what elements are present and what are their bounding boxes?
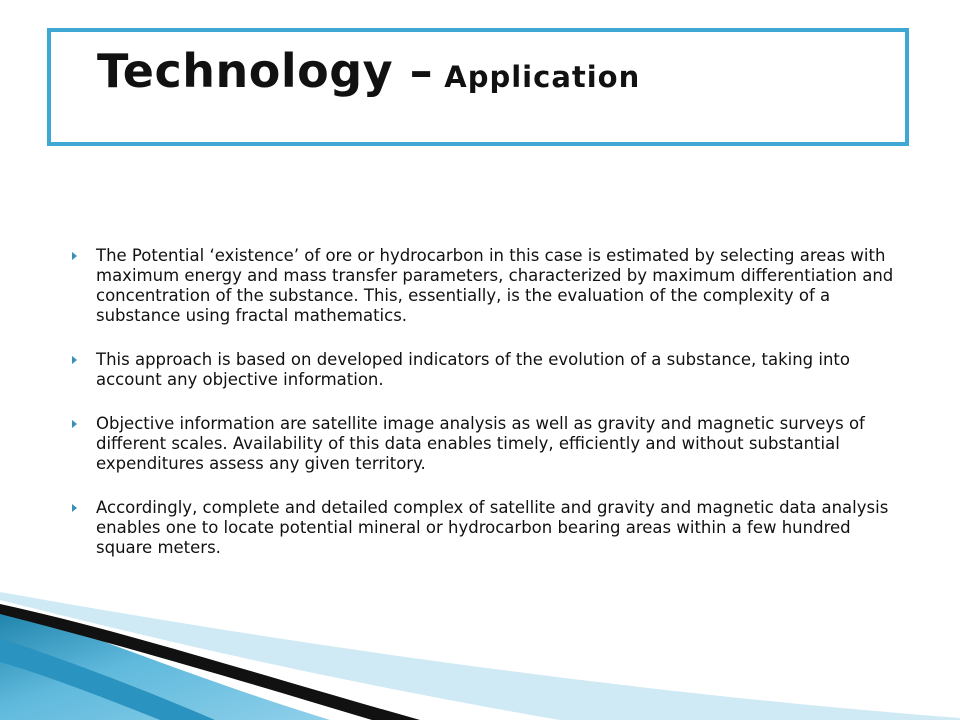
triangle-right-icon (72, 252, 77, 260)
bullet-list (72, 246, 912, 582)
title-main: Technology – (97, 44, 434, 98)
bullet-item (72, 246, 912, 326)
triangle-right-icon (72, 420, 77, 428)
bullet-item (72, 498, 912, 558)
decorative-wave (0, 580, 960, 720)
bullet-text: Accordingly, complete and detailed complex of satellite and gravity and magnetic data analysis enables one to locate potential mineral or hydrocarbon bearing areas within a few hundred square meters. (96, 498, 889, 557)
triangle-right-icon (72, 504, 77, 512)
title-sub: Application (444, 60, 641, 94)
triangle-right-icon (72, 356, 77, 364)
title-box (47, 28, 909, 146)
slide-title (97, 44, 641, 98)
bullet-text: This approach is based on developed indicators of the evolution of a substance, taking into account any objective information. (96, 350, 850, 389)
bullet-text: Objective information are satellite image analysis as well as gravity and magnetic surveys of different scales. Availability of this data enables timely, efficiently and without substantial expenditures assess any given territory. (96, 414, 865, 473)
bullet-item (72, 414, 912, 474)
bullet-text: The Potential ‘existence’ of ore or hydrocarbon in this case is estimated by selecting areas with maximum energy and mass transfer parameters, characterized by maximum differentiation and concentration of the substance. This, essentially, is the evaluation of the complexity of a substance using fractal mathematics. (96, 246, 894, 325)
bullet-item (72, 350, 912, 390)
